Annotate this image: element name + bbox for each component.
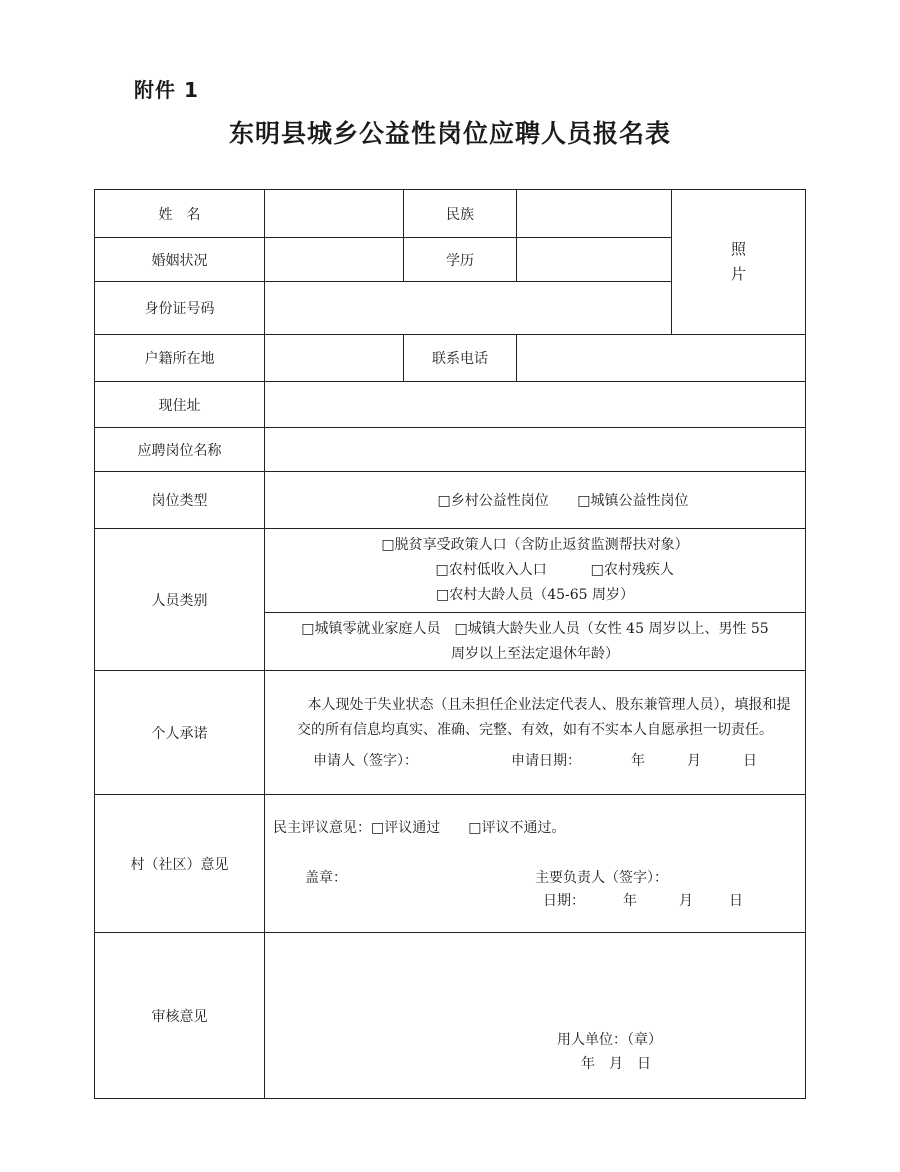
audit-unit-label: 用人单位：（章） <box>557 1032 662 1048</box>
registration-form <box>94 189 806 1099</box>
name-field[interactable] <box>265 190 404 238</box>
option-rural-low-income[interactable]: □农村低收入人口 <box>435 562 547 578</box>
promise-date-label: 申请日期： <box>511 752 581 769</box>
hukou-field[interactable] <box>265 335 404 382</box>
attachment-label: 附件 1 <box>134 78 199 102</box>
address-field[interactable] <box>265 382 806 428</box>
photo-box[interactable] <box>672 190 806 335</box>
promise-label: 个人承诺 <box>95 671 265 795</box>
promise-month: 月 <box>687 752 701 769</box>
village-day: 日 <box>729 893 743 909</box>
village-leader-label: 主要负责人（签字）： <box>535 870 668 886</box>
marital-field[interactable] <box>265 238 404 282</box>
education-label: 学历 <box>404 238 517 282</box>
option-rural-disabled[interactable]: □农村残疾人 <box>590 562 674 578</box>
ethnicity-field[interactable] <box>517 190 672 238</box>
village-year: 年 <box>623 893 637 909</box>
form-title: 东明县城乡公益性岗位应聘人员报名表 <box>228 119 671 148</box>
village-date-label: 日期： <box>543 893 585 909</box>
ethnicity-label: 民族 <box>404 190 517 238</box>
promise-signer-label: 申请人（签字）： <box>313 752 418 769</box>
education-field[interactable] <box>517 238 672 282</box>
village-opinion-label: 村（社区）意见 <box>95 795 265 933</box>
village-review-options[interactable]: 民主评议意见：□评议通过 □评议不通过。 <box>273 820 566 836</box>
photo-label-1: 照 <box>730 240 746 258</box>
category-label: 人员类别 <box>95 529 265 671</box>
phone-field[interactable] <box>517 335 806 382</box>
id-label: 身份证号码 <box>95 282 265 335</box>
option-rural-elderly[interactable]: □农村大龄人员（45-65 周岁） <box>435 587 635 603</box>
photo-label-2: 片 <box>730 265 746 283</box>
audit-date-label: 年 月 日 <box>581 1056 651 1072</box>
option-poverty-relief[interactable]: □脱贫享受政策人口（含防止返贫监测帮扶对象） <box>381 537 689 553</box>
phone-label: 联系电话 <box>404 335 517 382</box>
position-name-field[interactable] <box>265 428 806 472</box>
urban-categories-continued: 周岁以上至法定退休年龄） <box>451 645 619 662</box>
village-seal-label: 盖章： <box>305 870 347 886</box>
village-month: 月 <box>679 893 693 909</box>
promise-year: 年 <box>631 752 645 769</box>
audit-opinion-label: 审核意见 <box>95 933 265 1099</box>
marital-label: 婚姻状况 <box>95 238 265 282</box>
position-name-label: 应聘岗位名称 <box>95 428 265 472</box>
id-field[interactable] <box>265 282 672 335</box>
option-urban-categories[interactable]: □城镇零就业家庭人员 □城镇大龄失业人员（女性 45 周岁以上、男性 55 <box>301 620 769 637</box>
position-type-label: 岗位类型 <box>95 472 265 529</box>
promise-day: 日 <box>743 752 757 769</box>
option-urban-position[interactable]: □城镇公益性岗位 <box>577 493 689 509</box>
option-rural-position[interactable]: □乡村公益性岗位 <box>437 493 549 509</box>
address-label: 现住址 <box>95 382 265 428</box>
name-label: 姓 名 <box>95 190 265 238</box>
hukou-label: 户籍所在地 <box>95 335 265 382</box>
promise-text: 本人现处于失业状态（且未担任企业法定代表人、股东兼管理人员），填报和提交的所有信息均真实、准确、完整、有效，如有不实本人自愿承担一切责任。 <box>297 696 791 738</box>
